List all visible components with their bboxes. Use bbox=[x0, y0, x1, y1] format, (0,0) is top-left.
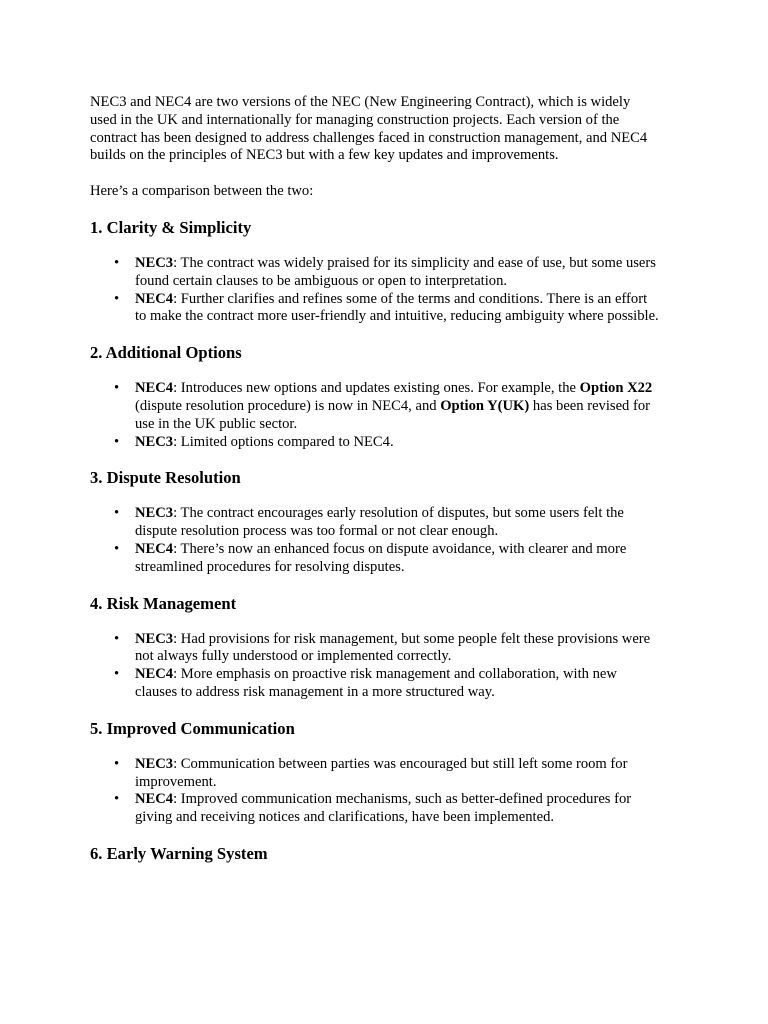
item-text: found certain clauses to be ambiguous or open to interpretation. bbox=[135, 272, 508, 289]
item-text: : There’s now an enhanced focus on dispute avoidance, with clearer and more bbox=[173, 540, 627, 557]
bullet-list-clarity bbox=[90, 255, 690, 326]
list-item bbox=[135, 291, 690, 327]
item-text: improvement. bbox=[135, 773, 217, 790]
item-label: NEC3 bbox=[135, 505, 174, 522]
section-heading-communication: 5. Improved Communication bbox=[90, 718, 295, 738]
section-heading-early-warning: 6. Early Warning System bbox=[90, 843, 268, 863]
intro-line: NEC3 and NEC4 are two versions of the NEC (New Engineering Contract), which is widely bbox=[90, 94, 631, 110]
item-text: : The contract encourages early resolution of disputes, but some users felt the bbox=[173, 505, 624, 522]
section-heading-options: 2. Additional Options bbox=[90, 343, 242, 363]
item-label: NEC4 bbox=[135, 290, 174, 307]
item-text: (dispute resolution procedure) is now in NEC4, and bbox=[135, 397, 441, 414]
item-text: : Communication between parties was encouraged but still left some room for bbox=[173, 755, 628, 772]
lead-sentence: Here’s a comparison between the two: bbox=[90, 183, 314, 200]
list-item bbox=[135, 666, 690, 702]
item-text: : Had provisions for risk management, but some people felt these provisions were bbox=[173, 630, 651, 647]
bullet-list-communication bbox=[90, 756, 690, 827]
list-item bbox=[135, 505, 690, 541]
item-text: to make the contract more user-friendly and intuitive, reducing ambiguity where possible. bbox=[135, 308, 659, 325]
intro-paragraph bbox=[90, 94, 690, 165]
item-label: NEC4 bbox=[135, 791, 174, 808]
bullet-list-dispute bbox=[90, 505, 690, 576]
bullet-list-risk bbox=[90, 631, 690, 702]
item-label: NEC3 bbox=[135, 254, 174, 271]
item-text: : Improved communication mechanisms, such as better-defined procedures for bbox=[173, 791, 632, 808]
item-label: NEC4 bbox=[135, 666, 174, 683]
section-heading-dispute: 3. Dispute Resolution bbox=[90, 468, 241, 488]
list-item bbox=[135, 756, 690, 792]
item-text: use in the UK public sector. bbox=[135, 415, 298, 432]
item-text: clauses to address risk management in a more structured way. bbox=[135, 683, 495, 700]
list-item bbox=[135, 380, 690, 433]
intro-line: contract has been designed to address challenges faced in construction management, and NEC4 bbox=[90, 129, 648, 146]
option-yuk: Option Y(UK) bbox=[440, 397, 530, 414]
list-item bbox=[135, 541, 690, 577]
item-label: NEC4 bbox=[135, 380, 174, 397]
document-page bbox=[90, 94, 690, 864]
item-text: : The contract was widely praised for its simplicity and ease of use, but some users bbox=[173, 254, 656, 271]
item-text: has been revised for bbox=[529, 397, 651, 414]
item-label: NEC4 bbox=[135, 540, 174, 557]
item-text: : Introduces new options and updates existing ones. For example, the bbox=[173, 380, 580, 397]
list-item bbox=[135, 631, 690, 667]
item-label: NEC3 bbox=[135, 755, 174, 772]
intro-line: used in the UK and internationally for managing construction projects. Each version of the bbox=[90, 111, 620, 128]
item-text: : Further clarifies and refines some of the terms and conditions. There is an effort bbox=[173, 290, 648, 307]
bullet-list-options bbox=[90, 380, 690, 451]
item-label: NEC3 bbox=[135, 630, 174, 647]
item-text: dispute resolution process was too formal or not clear enough. bbox=[135, 523, 499, 540]
section-heading-risk: 4. Risk Management bbox=[90, 593, 237, 613]
item-text: : More emphasis on proactive risk management and collaboration, with new bbox=[173, 666, 617, 683]
list-item bbox=[135, 791, 690, 827]
list-item bbox=[135, 434, 690, 452]
item-label: NEC3 bbox=[135, 433, 174, 450]
item-text: giving and receiving notices and clarifications, have been implemented. bbox=[135, 809, 555, 826]
item-text: not always fully understood or implemented correctly. bbox=[135, 648, 452, 665]
list-item bbox=[135, 255, 690, 291]
section-heading-clarity: 1. Clarity & Simplicity bbox=[90, 217, 252, 237]
option-x22: Option X22 bbox=[579, 380, 653, 397]
item-text: streamlined procedures for resolving disputes. bbox=[135, 558, 405, 575]
item-text: : Limited options compared to NEC4. bbox=[173, 433, 394, 450]
intro-line: builds on the principles of NEC3 but with a few key updates and improvements. bbox=[90, 147, 559, 164]
